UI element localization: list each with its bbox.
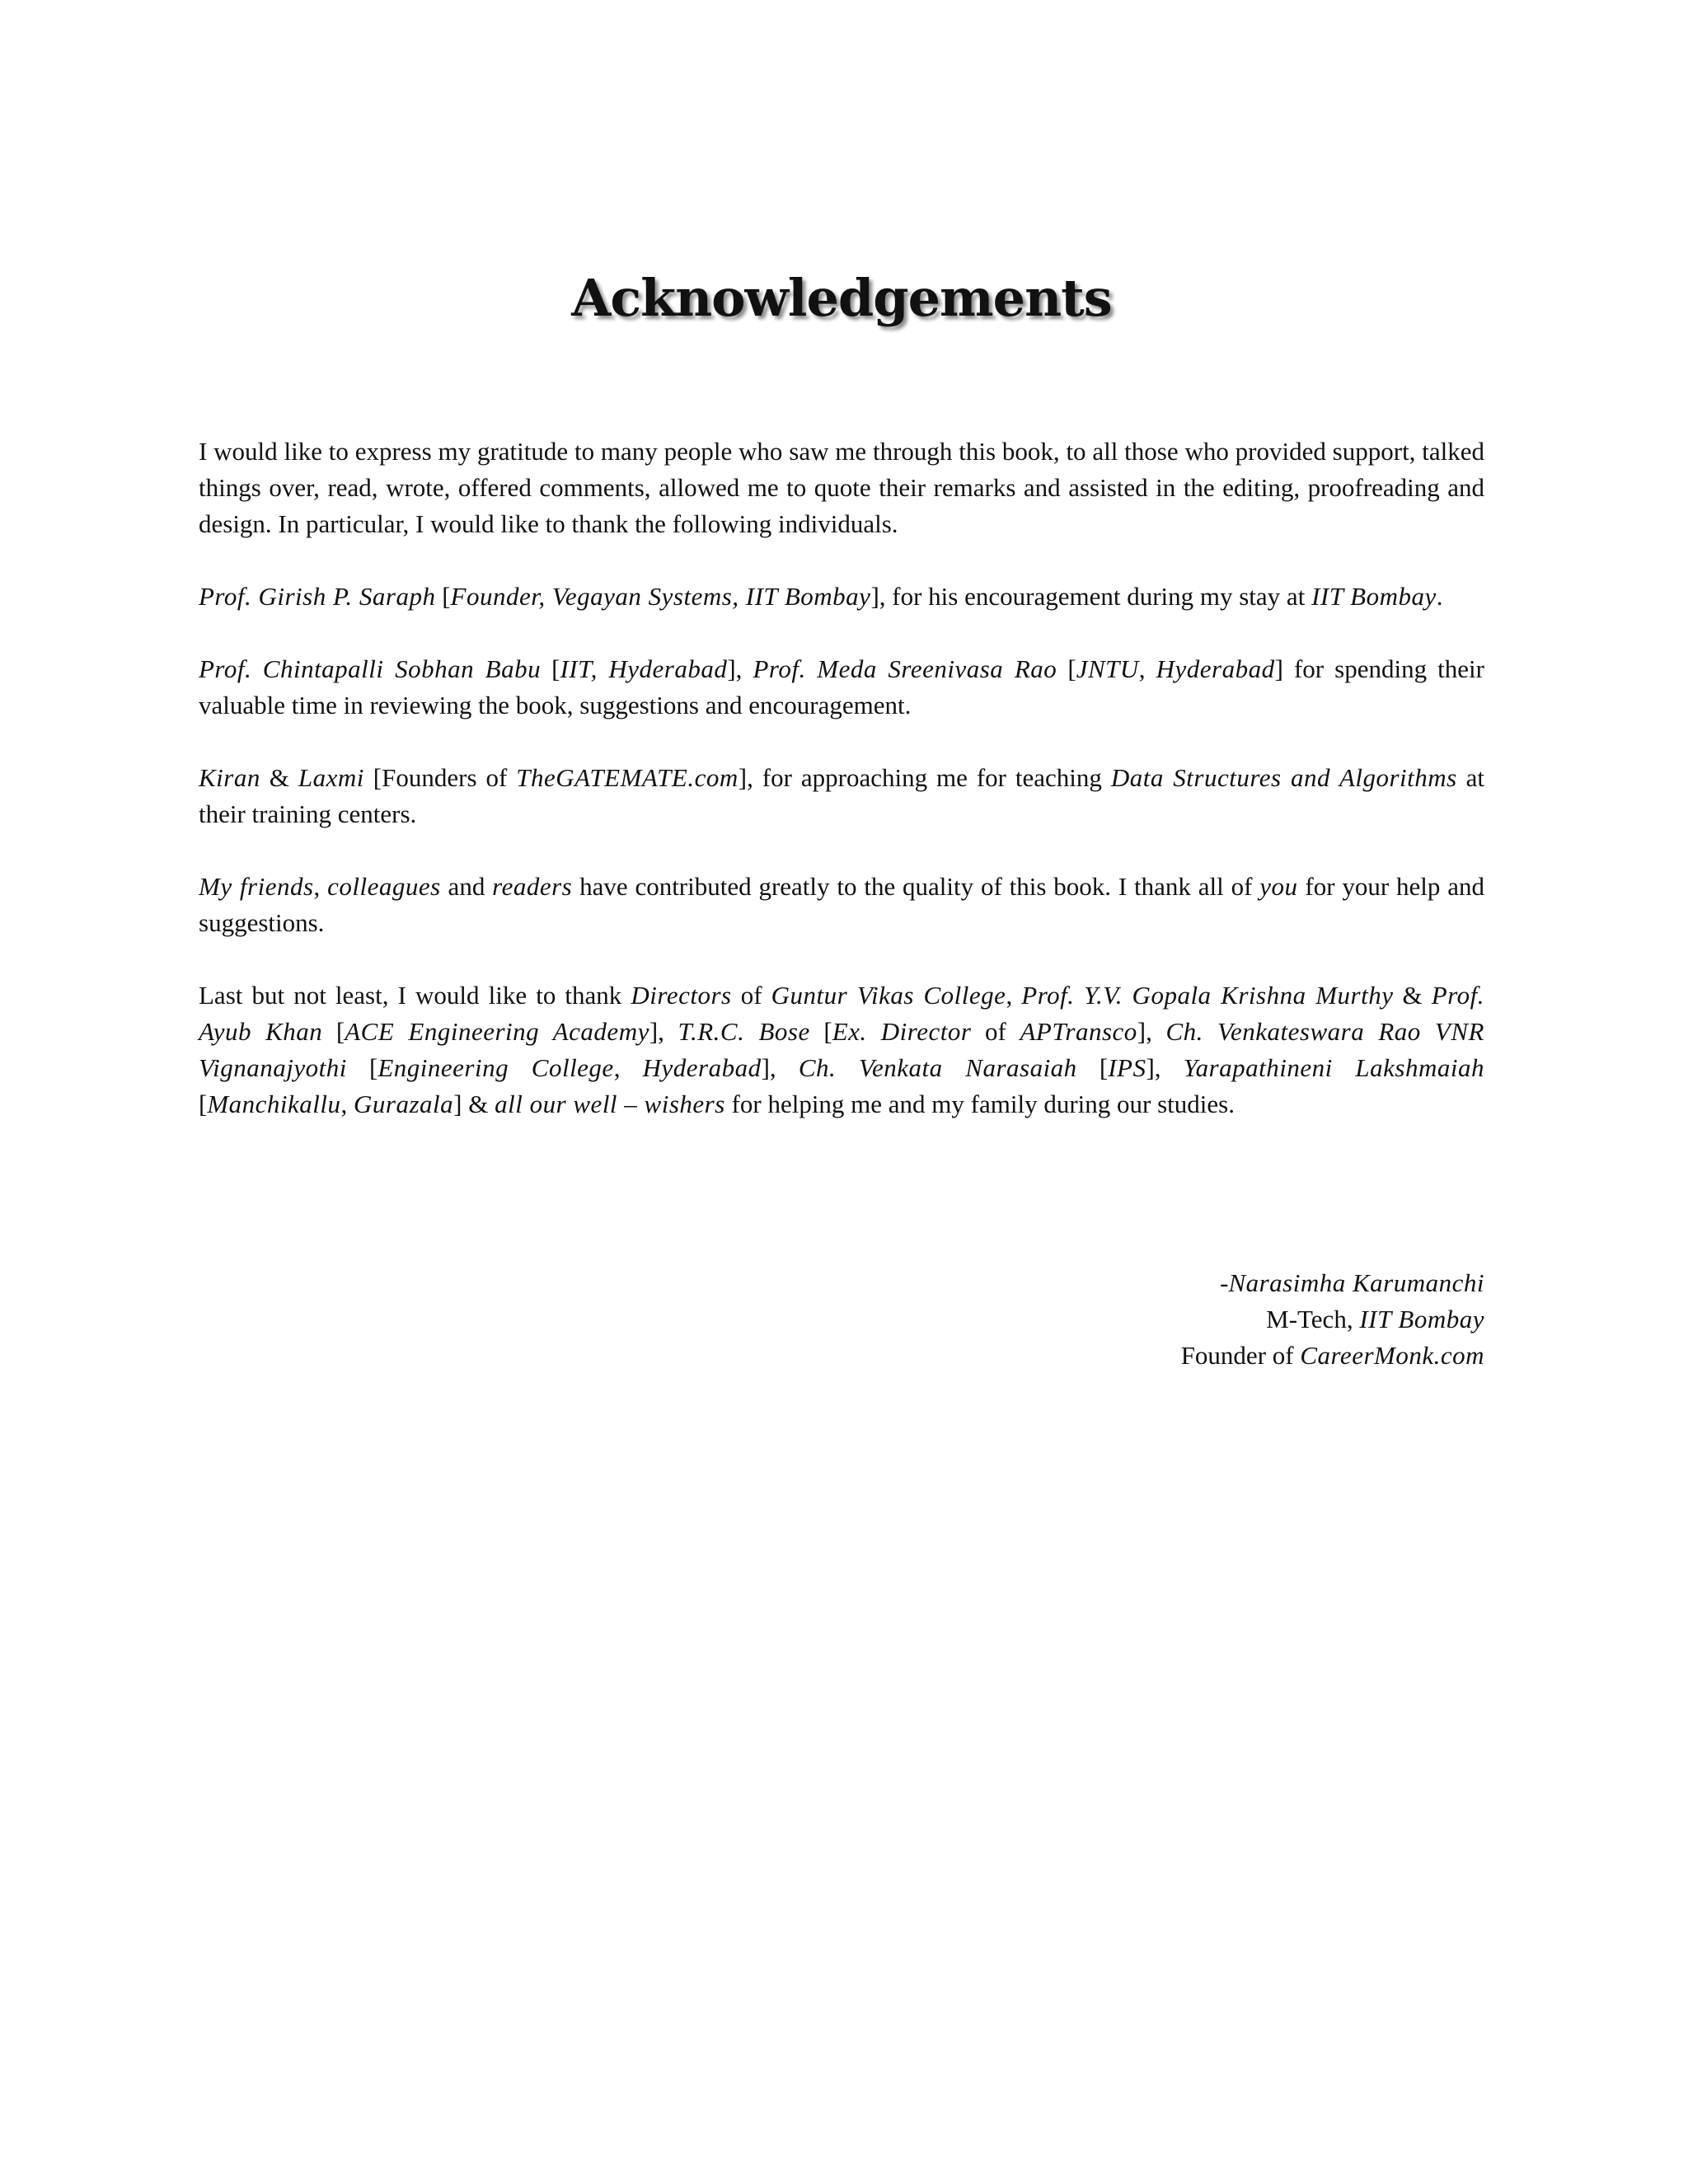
author-name: Narasimha Karumanchi: [1228, 1268, 1484, 1297]
text-run: [: [541, 654, 560, 683]
text-run: I would like to express my gratitude to many people who saw me through this book, to all those who provided support, talked things over, read, wrote, offered comments, allowed me to quote their remarks and assisted in the editing, proofreading and design. In particular, I would like to thank the following individuals.: [199, 437, 1484, 538]
italic-text: Laxmi: [298, 763, 364, 792]
text-run: [: [1076, 1053, 1109, 1082]
italic-text: Ch. Venkateswara Rao VNR Vignanajyothi: [199, 1017, 1484, 1082]
italic-text: JNTU: [1076, 654, 1139, 683]
text-run: [: [322, 1017, 345, 1046]
italic-text: TheGATEMATE.com: [516, 763, 738, 792]
text-run: [: [1057, 654, 1076, 683]
italic-text: Gurazala: [354, 1090, 454, 1118]
italic-text: APTransco: [1020, 1017, 1137, 1046]
paragraph-4: [199, 760, 1484, 832]
italic-text: Data Structures and Algorithms: [1110, 763, 1457, 792]
italic-text: Ch. Venkata Narasaiah: [798, 1053, 1077, 1082]
italic-text: IIT, Hyderabad: [560, 654, 728, 683]
text-run: [: [809, 1017, 832, 1046]
italic-text: Hyderabad: [642, 1053, 762, 1082]
italic-text: you: [1259, 872, 1298, 901]
italic-text: Ex. Director: [832, 1017, 972, 1046]
text-run: ],: [761, 1053, 799, 1082]
text-run: Last but not least, I would like to thank: [199, 981, 631, 1010]
italic-text: T.R.C. Bose: [678, 1017, 810, 1046]
italic-text: readers: [492, 872, 573, 901]
text-run: ],: [1137, 1017, 1166, 1046]
text-run: ], for his encouragement during my stay at: [870, 582, 1312, 611]
italic-text: Kiran: [199, 763, 260, 792]
text-run: ], for approaching me for teaching: [738, 763, 1111, 792]
italic-text: Yarapathineni Lakshmaiah: [1183, 1053, 1484, 1082]
italic-text: Prof. Meda Sreenivasa Rao: [753, 654, 1057, 683]
text-run: ,: [1138, 654, 1156, 683]
text-run: ] for spending their valuable time in reviewing the book, suggestions and encouragement.: [199, 654, 1484, 719]
paragraph-3: [199, 651, 1484, 724]
text-run: ],: [727, 654, 753, 683]
signature-degree-line: [199, 1301, 1484, 1338]
text-run: ] &: [453, 1090, 495, 1118]
italic-text: IIT Bombay: [1311, 582, 1437, 611]
page-title: Acknowledgements: [571, 268, 1112, 328]
text-run: &: [260, 763, 298, 792]
text-run: ,: [340, 1090, 354, 1118]
degree-text: M-Tech,: [1266, 1305, 1360, 1333]
paragraph-1: [199, 434, 1484, 542]
text-run: ],: [1146, 1053, 1184, 1082]
text-run: .: [1436, 582, 1443, 611]
text-run: [: [346, 1053, 378, 1082]
italic-text: My friends: [199, 872, 314, 901]
italic-text: colleagues: [327, 872, 441, 901]
italic-text: Hyderabad: [1156, 654, 1275, 683]
italic-text: Directors: [631, 981, 732, 1010]
text-run: [: [199, 1090, 208, 1118]
italic-text: IPS: [1108, 1053, 1146, 1082]
text-run: and: [440, 872, 493, 901]
italic-text: Prof. Girish P. Saraph: [199, 582, 436, 611]
acknowledgement-body: [199, 434, 1484, 1159]
text-run: ,: [1006, 981, 1022, 1010]
text-run: ],: [649, 1017, 678, 1046]
signature-founder-line: [199, 1338, 1484, 1374]
italic-text: Manchikallu: [207, 1090, 341, 1118]
text-run: ,: [613, 1053, 643, 1082]
italic-text: ACE Engineering Academy: [345, 1017, 649, 1046]
text-run: of: [731, 981, 771, 1010]
text-run: [Founders of: [363, 763, 517, 792]
founder-text: Founder of: [1180, 1341, 1301, 1370]
signature-block: [199, 1265, 1484, 1374]
italic-text: Guntur Vikas College: [771, 981, 1006, 1010]
signature-name-line: [199, 1265, 1484, 1301]
text-run: [: [435, 582, 451, 611]
text-run: at their training centers.: [199, 763, 1484, 828]
paragraph-2: [199, 579, 1484, 615]
text-run: ,: [313, 872, 328, 901]
text-run: for your help and suggestions.: [199, 872, 1485, 937]
degree-institute: IIT Bombay: [1359, 1305, 1484, 1333]
signature-dash: -: [1220, 1268, 1229, 1297]
paragraph-6: [199, 977, 1484, 1122]
italic-text: Prof. Ayub Khan: [199, 981, 1484, 1046]
italic-text: Engineering College: [377, 1053, 614, 1082]
italic-text: Prof. Y.V. Gopala Krishna Murthy: [1021, 981, 1394, 1010]
text-run: for helping me and my family during our studies.: [724, 1090, 1235, 1118]
italic-text: all our well – wishers: [495, 1090, 725, 1118]
paragraph-5: [199, 869, 1484, 941]
founder-site: CareerMonk.com: [1300, 1341, 1484, 1370]
text-run: &: [1393, 981, 1432, 1010]
italic-text: Founder, Vegayan Systems, IIT Bombay: [450, 582, 871, 611]
text-run: have contributed greatly to the quality of this book. I thank all of: [572, 872, 1260, 901]
italic-text: Prof. Chintapalli Sobhan Babu: [199, 654, 542, 683]
text-run: of: [971, 1017, 1020, 1046]
